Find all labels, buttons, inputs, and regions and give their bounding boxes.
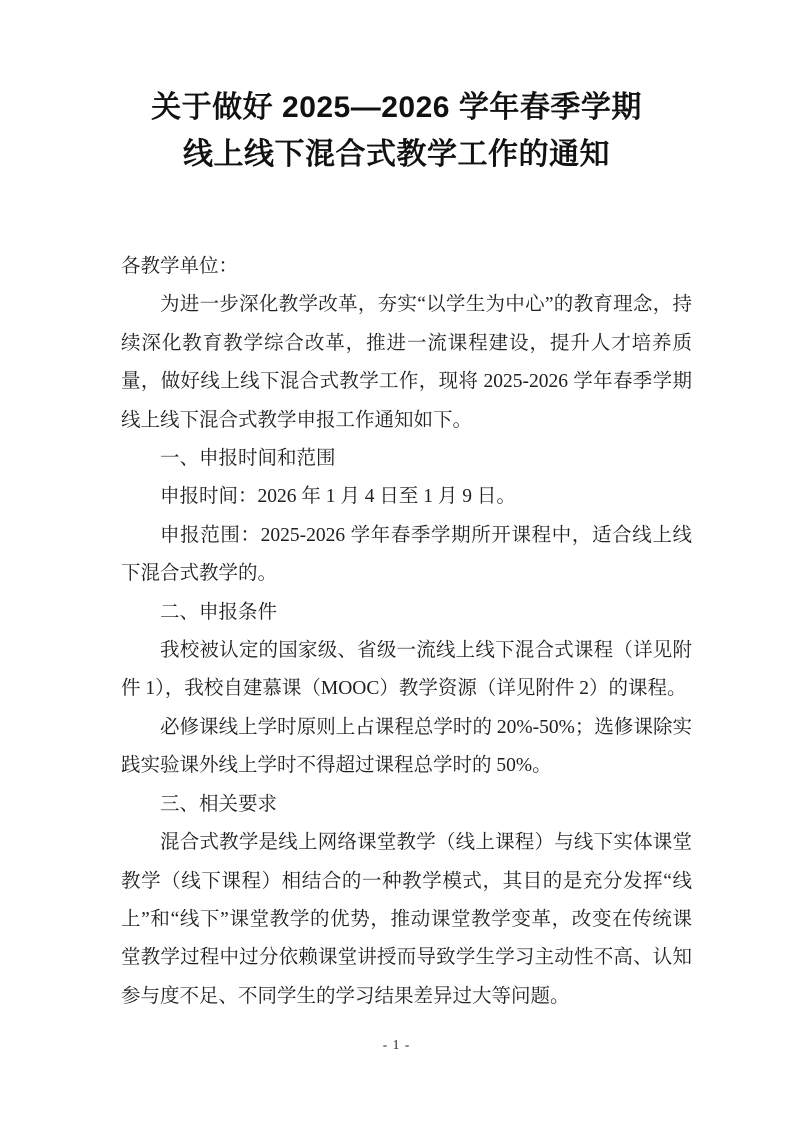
paragraph-declare-time: 申报时间：2026 年 1 月 4 日至 1 月 9 日。	[160, 486, 516, 508]
page-number: - 1 -	[382, 1037, 411, 1052]
salutation: 各教学单位：	[121, 256, 239, 277]
paragraph-declare-scope: 申报范围：2025-2026 学年春季学期所开课程中，适合线上线下混合式教学的。	[121, 524, 692, 585]
document-title	[0, 84, 793, 178]
document-body	[121, 248, 692, 1016]
document-title-line1: 关于做好 2025—2026 学年春季学期	[151, 91, 642, 124]
document-title-line2: 线上线下混合式教学工作的通知	[183, 138, 610, 171]
paragraph-intro: 为进一步深化教学改革，夯实“以学生为中心”的教育理念，持续深化教育教学综合改革，推进一流课程建设，提升人才培养质量，做好线上线下混合式教学工作，现将 2025-2026 学年春季学期线上线下混合式教学申报工作通知如下。	[121, 294, 692, 431]
section-heading-3: 三、相关要求	[160, 793, 278, 815]
paragraph-eligible-courses: 我校被认定的国家级、省级一流线上线下混合式课程（详见附件 1），我校自建慕课（MOOC）教学资源（详见附件 2）的课程。	[121, 640, 692, 700]
paragraph-blended-teaching-definition: 混合式教学是线上网络课堂教学（线上课程）与线下实体课堂教学（线下课程）相结合的一种教学模式，其目的是充分发挥“线上”和“线下”课堂教学的优势，推动课堂教学变革，改变在传统课堂教学过程中过分依赖课堂讲授而导致学生学习主动性不高、认知参与度不足、不同学生的学习结果差异过大等问题。	[121, 832, 692, 1007]
section-heading-1: 一、申报时间和范围	[160, 448, 336, 470]
paragraph-hour-limits: 必修课线上学时原则上占课程总学时的 20%-50%；选修课除实践实验课外线上学时不得超过课程总学时的 50%。	[121, 716, 692, 777]
section-heading-2: 二、申报条件	[160, 601, 278, 623]
